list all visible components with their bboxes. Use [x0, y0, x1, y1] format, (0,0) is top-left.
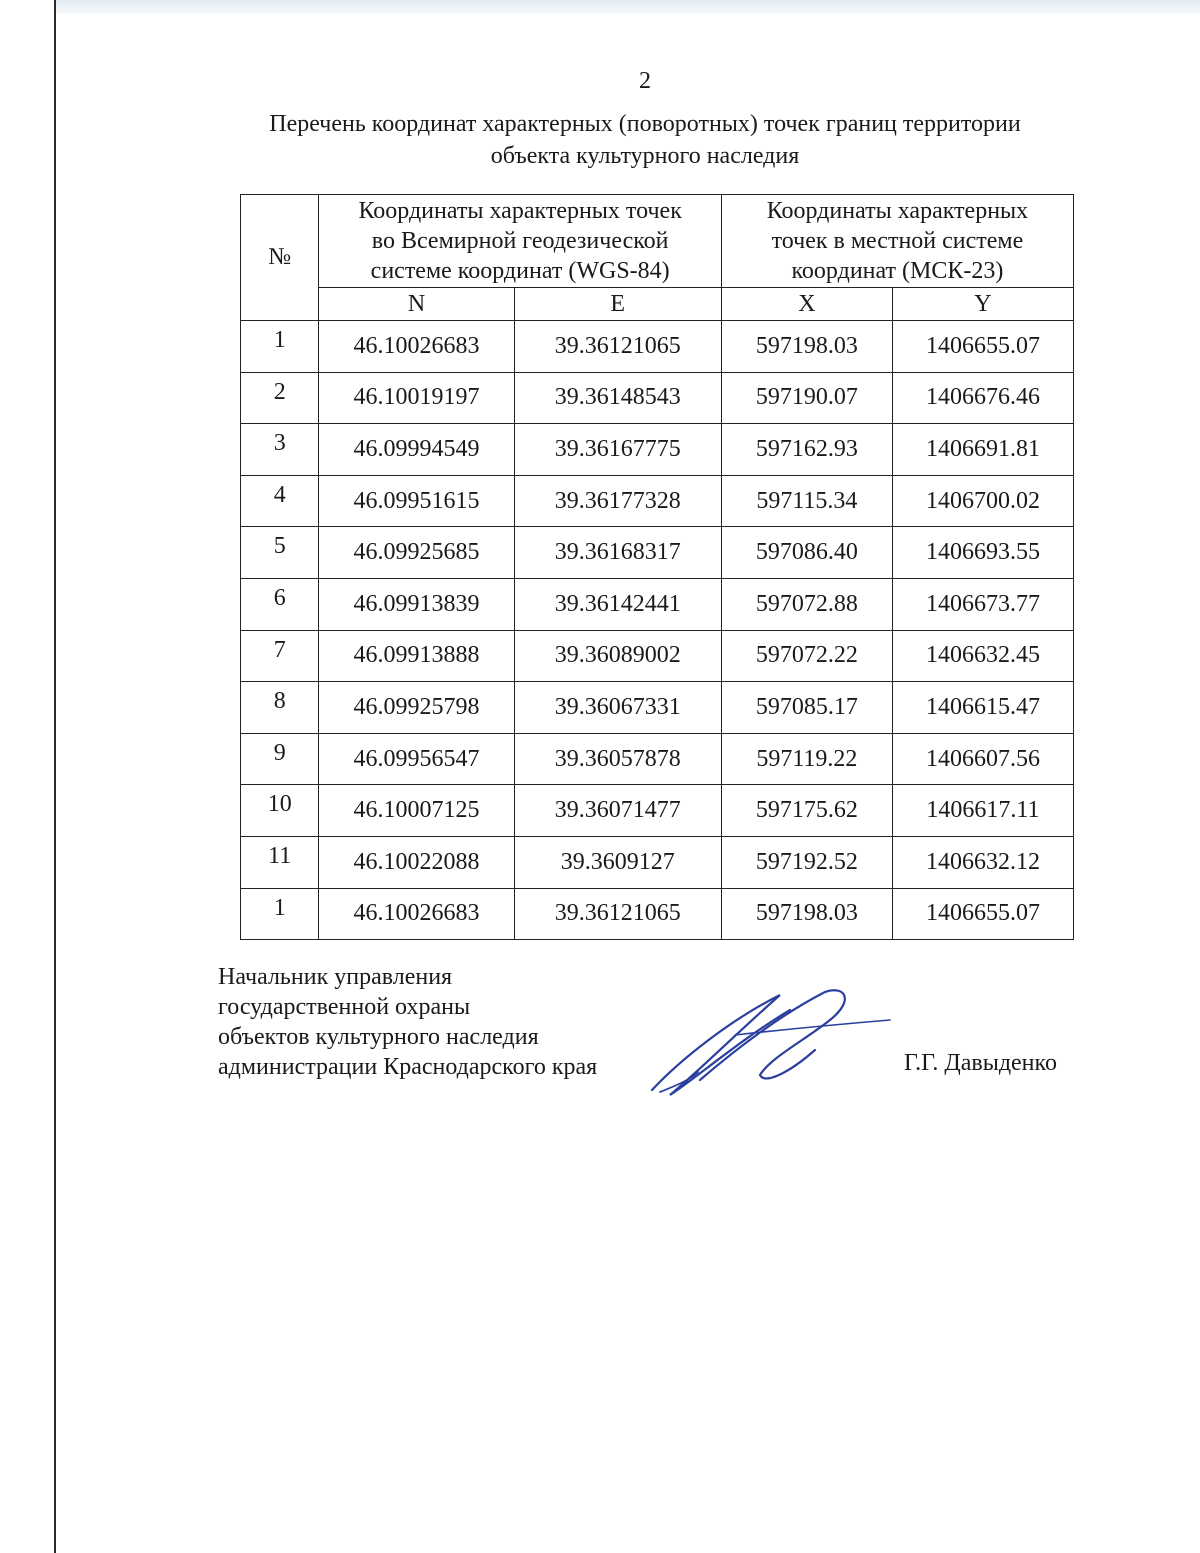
cell-x: 597115.34 — [721, 475, 892, 527]
cell-e: 39.36167775 — [514, 424, 721, 476]
table-row — [241, 321, 1074, 373]
header-msk23-line-3: координат (МСК-23) — [791, 258, 1004, 284]
cell-y: 1406607.56 — [892, 733, 1073, 785]
cell-e: 39.36071477 — [514, 785, 721, 837]
cell-n: 46.10026683 — [319, 321, 514, 373]
table-row — [241, 475, 1074, 527]
table-row — [241, 527, 1074, 579]
document-title — [230, 108, 1060, 172]
cell-e: 39.36121065 — [514, 321, 721, 373]
coordinates-table — [240, 194, 1074, 940]
signer-position-line-3: объектов культурного наследия — [218, 1024, 539, 1050]
cell-e: 39.36067331 — [514, 682, 721, 734]
table-row — [241, 733, 1074, 785]
cell-e: 39.36121065 — [514, 888, 721, 940]
cell-n: 46.09956547 — [319, 733, 514, 785]
cell-y: 1406691.81 — [892, 424, 1073, 476]
cell-point-number: 1 — [241, 888, 319, 940]
cell-n: 46.09913888 — [319, 630, 514, 682]
cell-y: 1406700.02 — [892, 475, 1073, 527]
cell-point-number: 1 — [241, 321, 319, 373]
table-row — [241, 424, 1074, 476]
cell-point-number: 3 — [241, 424, 319, 476]
cell-x: 597190.07 — [721, 372, 892, 424]
header-msk23-line-1: Координаты характерных — [766, 198, 1029, 224]
cell-x: 597198.03 — [721, 321, 892, 373]
cell-point-number: 8 — [241, 682, 319, 734]
table-row — [241, 578, 1074, 630]
cell-y: 1406673.77 — [892, 578, 1073, 630]
cell-point-number: 7 — [241, 630, 319, 682]
cell-n: 46.09994549 — [319, 424, 514, 476]
cell-point-number: 9 — [241, 733, 319, 785]
cell-e: 39.3609127 — [514, 836, 721, 888]
cell-point-number: 5 — [241, 527, 319, 579]
table-row — [241, 682, 1074, 734]
cell-x: 597192.52 — [721, 836, 892, 888]
signer-position-line-1: Начальник управления — [218, 964, 453, 990]
cell-x: 597085.17 — [721, 682, 892, 734]
header-msk23-line-2: точек в местной системе — [771, 228, 1024, 254]
header-e: E — [514, 288, 721, 321]
document-title-line-2: объекта культурного наследия — [490, 143, 800, 169]
header-n: N — [319, 288, 514, 321]
cell-y: 1406693.55 — [892, 527, 1073, 579]
cell-n: 46.09925798 — [319, 682, 514, 734]
cell-x: 597086.40 — [721, 527, 892, 579]
cell-point-number: 6 — [241, 578, 319, 630]
cell-x: 597162.93 — [721, 424, 892, 476]
signature-stroke-2 — [700, 990, 845, 1080]
header-number: № — [241, 195, 319, 321]
table-row — [241, 785, 1074, 837]
cell-y: 1406617.11 — [892, 785, 1073, 837]
header-wgs84-line-3: системе координат (WGS-84) — [370, 258, 670, 284]
cell-x: 597072.88 — [721, 578, 892, 630]
cell-y: 1406632.45 — [892, 630, 1073, 682]
header-wgs84-group — [319, 195, 721, 288]
cell-e: 39.36168317 — [514, 527, 721, 579]
scan-top-band — [56, 0, 1200, 14]
header-msk23-group — [721, 195, 1073, 288]
cell-n: 46.10026683 — [319, 888, 514, 940]
cell-n: 46.10022088 — [319, 836, 514, 888]
signer-position-line-2: государственной охраны — [218, 994, 471, 1020]
table-row — [241, 888, 1074, 940]
cell-e: 39.36057878 — [514, 733, 721, 785]
page-number: 2 — [639, 68, 651, 94]
handwritten-signature — [640, 980, 900, 1110]
cell-n: 46.09913839 — [319, 578, 514, 630]
signer-position-line-4: администрации Краснодарского края — [218, 1054, 598, 1080]
cell-y: 1406676.46 — [892, 372, 1073, 424]
cell-e: 39.36089002 — [514, 630, 721, 682]
cell-y: 1406615.47 — [892, 682, 1073, 734]
table-row — [241, 630, 1074, 682]
cell-x: 597072.22 — [721, 630, 892, 682]
cell-point-number: 2 — [241, 372, 319, 424]
table-row — [241, 836, 1074, 888]
cell-x: 597198.03 — [721, 888, 892, 940]
cell-y: 1406655.07 — [892, 321, 1073, 373]
signature-stroke-1 — [652, 995, 790, 1095]
header-wgs84-line-2: во Всемирной геодезической — [371, 228, 669, 254]
cell-n: 46.09951615 — [319, 475, 514, 527]
signer-name: Г.Г. Давыденко — [904, 1050, 1057, 1076]
table-row — [241, 372, 1074, 424]
cell-e: 39.36142441 — [514, 578, 721, 630]
header-x: X — [721, 288, 892, 321]
signer-position — [218, 962, 597, 1082]
cell-n: 46.10019197 — [319, 372, 514, 424]
cell-point-number: 4 — [241, 475, 319, 527]
header-wgs84-line-1: Координаты характерных точек — [358, 198, 682, 224]
cell-x: 597119.22 — [721, 733, 892, 785]
cell-point-number: 11 — [241, 836, 319, 888]
scan-edge — [54, 0, 56, 1553]
cell-e: 39.36148543 — [514, 372, 721, 424]
cell-y: 1406632.12 — [892, 836, 1073, 888]
cell-point-number: 10 — [241, 785, 319, 837]
cell-e: 39.36177328 — [514, 475, 721, 527]
cell-y: 1406655.07 — [892, 888, 1073, 940]
header-y: Y — [892, 288, 1073, 321]
cell-x: 597175.62 — [721, 785, 892, 837]
document-title-line-1: Перечень координат характерных (поворотных) точек границ территории — [269, 111, 1021, 137]
cell-n: 46.10007125 — [319, 785, 514, 837]
cell-n: 46.09925685 — [319, 527, 514, 579]
